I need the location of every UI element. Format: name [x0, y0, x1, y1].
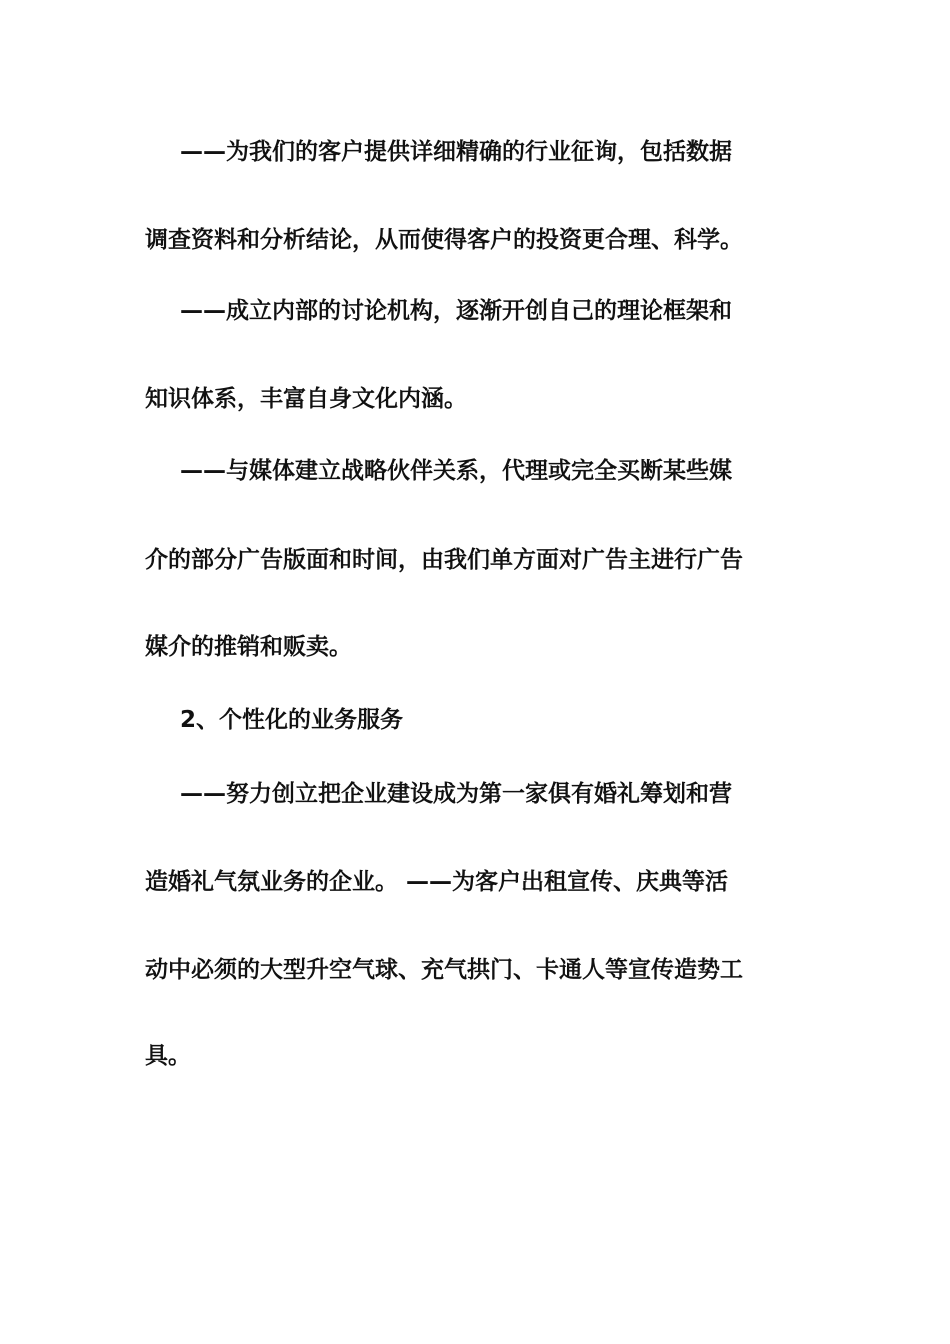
- paragraph-line: 媒介的推销和贩卖。: [145, 634, 352, 660]
- paragraph-line: 动中必须的大型升空气球、充气拱门、卡通人等宣传造势工: [145, 957, 743, 983]
- section-heading: 2、个性化的业务服务: [180, 707, 404, 733]
- paragraph-line: 造婚礼气氛业务的企业。 ——为客户出租宣传、庆典等活: [145, 869, 729, 895]
- paragraph-line: ——成立内部的讨论机构，逐渐开创自己的理论框架和: [180, 298, 732, 324]
- paragraph-line: 知识体系，丰富自身文化内涵。: [145, 386, 467, 412]
- paragraph-line: ——为我们的客户提供详细精确的行业征询，包括数据: [180, 139, 732, 165]
- paragraph-line: 介的部分广告版面和时间，由我们单方面对广告主进行广告: [145, 547, 743, 573]
- paragraph-line: 具。: [145, 1043, 191, 1069]
- paragraph-line: 调查资料和分析结论，从而使得客户的投资更合理、科学。: [145, 227, 743, 253]
- paragraph-line: ——与媒体建立战略伙伴关系，代理或完全买断某些媒: [180, 458, 732, 484]
- paragraph-line: ——努力创立把企业建设成为第一家俱有婚礼筹划和营: [180, 781, 732, 807]
